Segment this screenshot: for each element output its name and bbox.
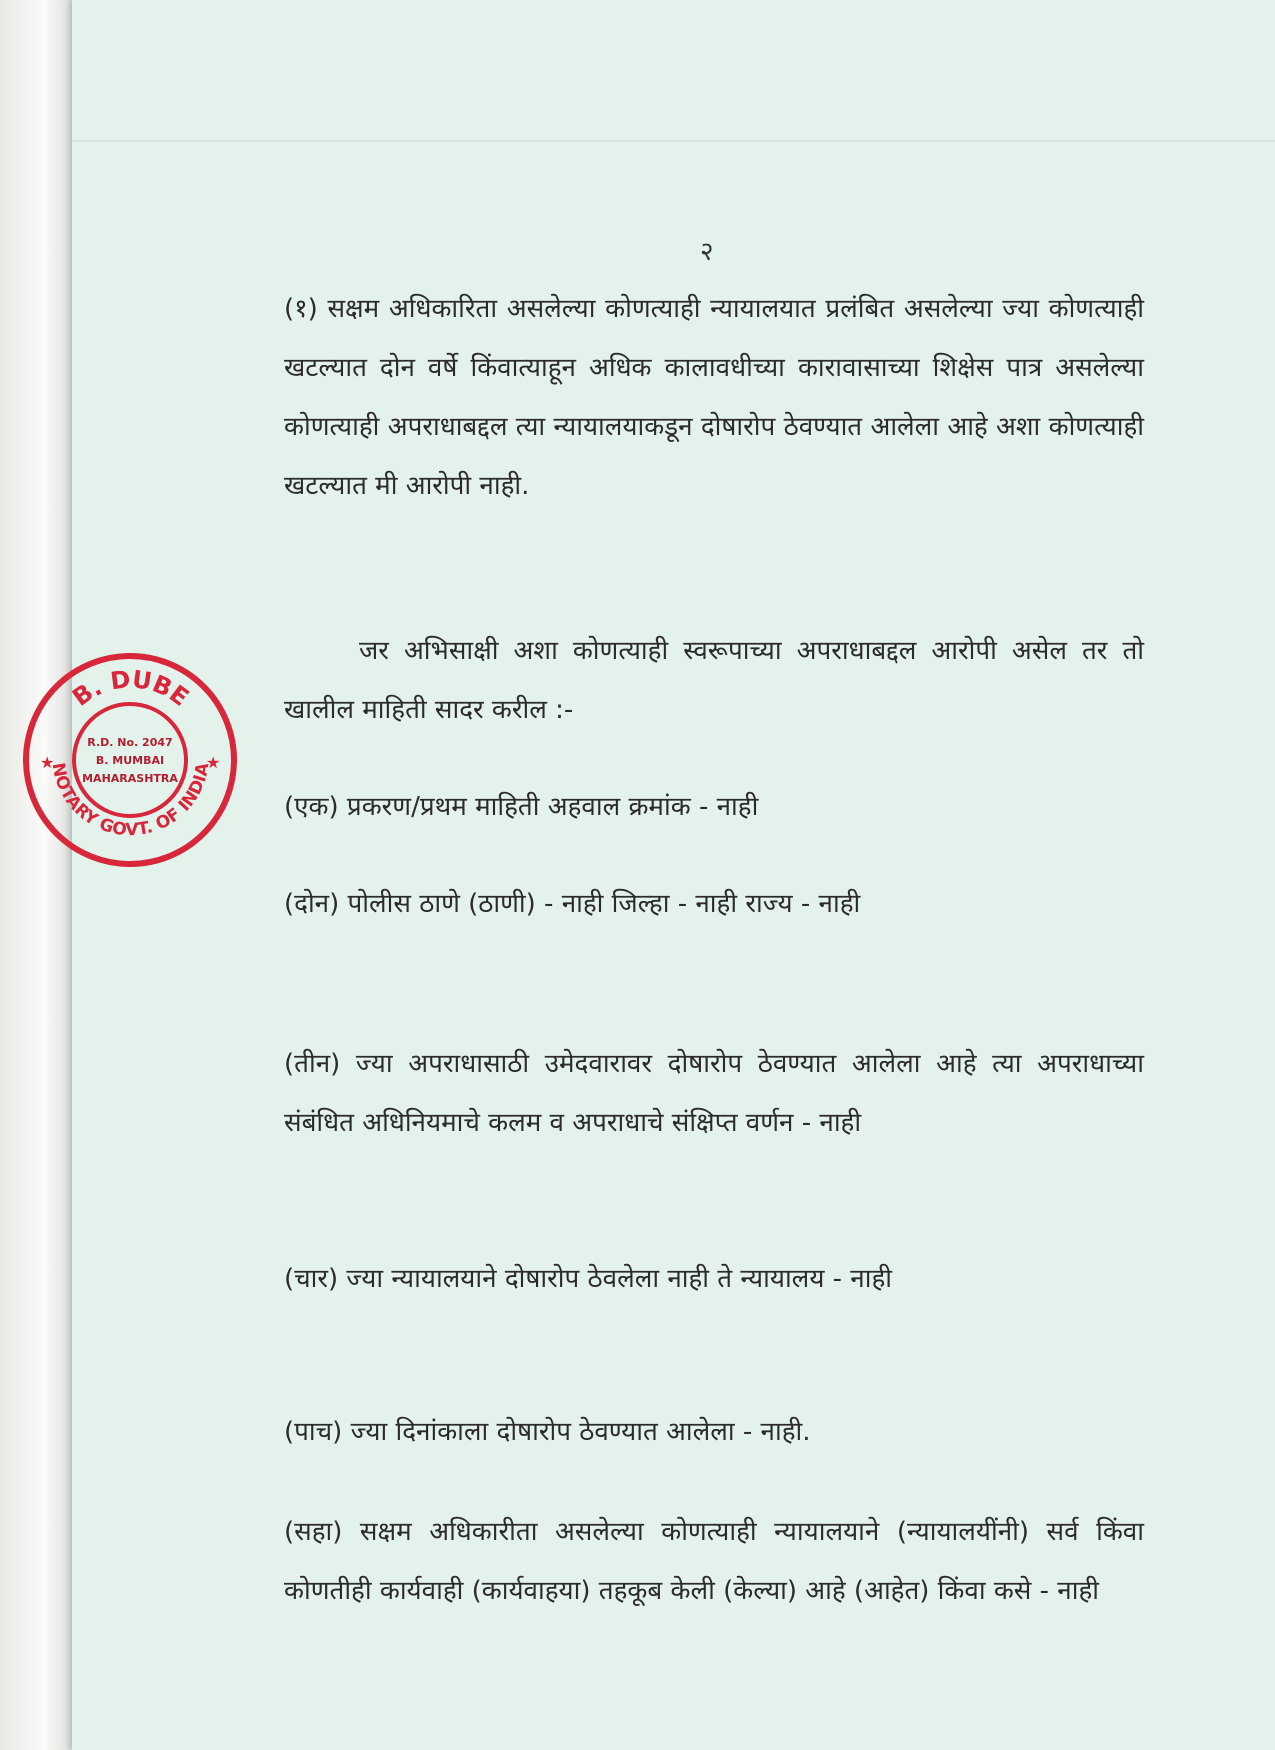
item-police-station: (दोन) पोलीस ठाणे (ठाणी) - नाही जिल्हा - नाही राज्य - नाही [284, 889, 861, 919]
stamp-line-1: R.D. No. 2047 [87, 736, 173, 749]
stamp-seal [26, 656, 234, 864]
paragraph-condition: जर अभिसाक्षी अशा कोणत्याही स्वरूपाच्या अपराधाबद्दल आरोपी असेल तर तो खालील माहिती सादर करील :- [284, 636, 1144, 725]
paragraph-declaration: (१) सक्षम अधिकारिता असलेल्या कोणत्याही न्यायालयात प्रलंबित असलेल्या ज्या कोणत्याही खटल्यात दोन वर्षे किंवात्याहून अधिक कालावधीच्या कारावासाच्या शिक्षेस पात्र असलेल्या कोणत्याही अपराधाबद्दल त्या न्यायालयाकडून दोषारोप ठेवण्यात आलेला आहे अशा कोणत्याही खटल्यात मी आरोपी नाही. [284, 294, 1144, 501]
notary-stamp [18, 648, 243, 873]
page-fold-line [72, 140, 1275, 142]
item-charge-date: (पाच) ज्या दिनांकाला दोषारोप ठेवण्यात आलेला - नाही. [284, 1417, 811, 1447]
item-court-name: (चार) ज्या न्यायालयाने दोषारोप ठेवलेला नाही ते न्यायालय - नाही [284, 1264, 893, 1294]
stamp-star-right-icon: ★ [206, 753, 221, 772]
item-proceedings-stayed: (सहा) सक्षम अधिकारीता असलेल्या कोणत्याही न्यायालयाने (न्यायालयींनी) सर्व किंवा कोणतीही कार्यवाही (कार्यवाहया) तहकूब केली (केल्या) आहे (आहेत) किंवा कसे - नाही [284, 1517, 1144, 1606]
stamp-line-2: B. MUMBAI [95, 754, 165, 767]
item-offence-section: (तीन) ज्या अपराधासाठी उमेदवारावर दोषारोप ठेवण्यात आलेला आहे त्या अपराधाच्या संबंधित अधिनियमाचे कलम व अपराधाचे संक्षिप्त वर्णन - नाही [284, 1049, 1144, 1138]
stamp-star-left-icon: ★ [40, 753, 55, 772]
page-number: २ [700, 237, 714, 267]
underlying-page-edge [0, 0, 80, 1750]
item-case-fir-number: (एक) प्रकरण/प्रथम माहिती अहवाल क्रमांक - नाही [284, 792, 759, 822]
stamp-bottom-text: NOTARY GOVT. OF INDIA [47, 761, 214, 841]
stamp-line-3: MAHARASHTRA [82, 772, 178, 785]
stamp-top-text: B. DUBE [67, 664, 194, 712]
